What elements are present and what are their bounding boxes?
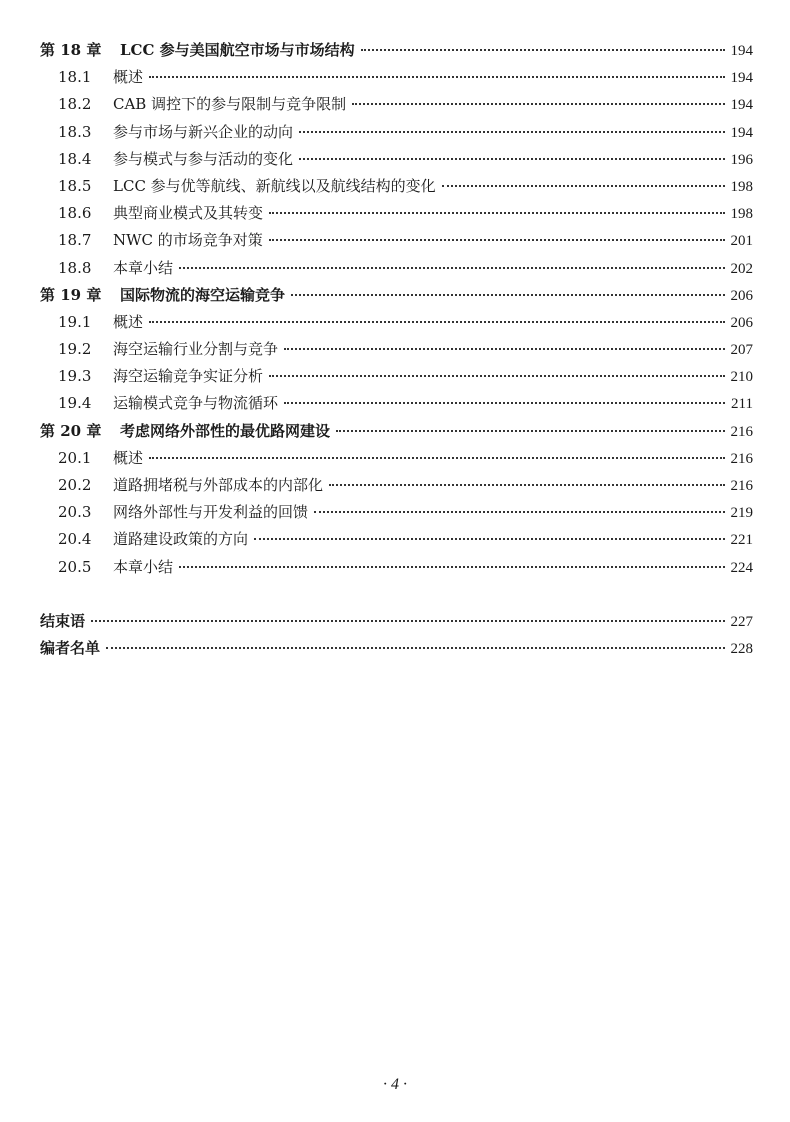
section-number: 20.1 (58, 448, 92, 467)
section-number: 18.7 (58, 231, 92, 250)
toc-section-18-1[interactable] (40, 64, 753, 91)
section-number: 18.1 (58, 68, 92, 87)
page-number: 206 (730, 287, 753, 304)
page-number: 216 (730, 423, 753, 440)
section-title: 概述 (113, 312, 144, 331)
toc-conclusion[interactable] (40, 608, 753, 635)
toc-section-20-1[interactable] (40, 445, 753, 472)
section-title: 参与模式与参与活动的变化 (113, 149, 294, 168)
dot-leader (336, 430, 724, 432)
section-number: 20.2 (58, 476, 92, 494)
page-number: 216 (730, 478, 753, 494)
section-number: 20.3 (58, 503, 92, 522)
dot-leader (269, 375, 724, 377)
section-gap (40, 581, 753, 608)
dot-leader (352, 103, 724, 105)
section-title: NWC 的市场竞争对策 (113, 231, 263, 250)
toc-section-20-2[interactable] (40, 472, 753, 499)
toc-section-18-4[interactable] (40, 146, 753, 173)
section-number: 18.4 (58, 149, 92, 168)
page-number: 194 (730, 70, 753, 87)
toc-section-18-2[interactable] (40, 91, 753, 118)
toc-section-19-2[interactable] (40, 336, 753, 363)
page-number: 194 (730, 97, 753, 114)
section-title: 道路拥堵税与外部成本的内部化 (113, 476, 324, 494)
dot-leader (284, 402, 725, 404)
page-number: 219 (730, 505, 753, 522)
toc-section-18-3[interactable] (40, 119, 753, 146)
dot-leader (179, 566, 724, 568)
dot-leader (106, 647, 724, 649)
dot-leader (299, 158, 724, 160)
toc-section-20-3[interactable] (40, 499, 753, 526)
dot-leader (291, 294, 724, 296)
dot-leader (361, 49, 725, 51)
page-number: 194 (730, 124, 753, 141)
end-matter-title: 结束语 (40, 611, 86, 630)
toc-chapter-19[interactable] (40, 282, 753, 309)
section-title: 网络外部性与开发利益的回馈 (113, 503, 309, 522)
section-number: 18.8 (58, 258, 92, 277)
chapter-title: 国际物流的海空运输竞争 (120, 285, 286, 304)
toc-section-18-6[interactable] (40, 200, 753, 227)
section-title: 典型商业模式及其转变 (113, 204, 264, 223)
page-number: 221 (730, 532, 753, 549)
section-title: 本章小结 (113, 557, 174, 576)
chapter-number: 第 18 章 (40, 41, 102, 59)
toc-section-19-1[interactable] (40, 309, 753, 336)
dot-leader (269, 239, 725, 241)
section-number: 20.5 (58, 557, 92, 576)
dot-leader (442, 185, 725, 187)
dot-leader (329, 484, 724, 486)
section-title: LCC 参与优等航线、新航线以及航线结构的变化 (113, 176, 436, 195)
dot-leader (284, 348, 724, 350)
chapter-number: 第 19 章 (40, 285, 102, 304)
page-number: 207 (730, 342, 753, 359)
toc-section-18-7[interactable] (40, 227, 753, 254)
section-title: CAB 调控下的参与限制与竞争限制 (113, 95, 347, 114)
page-number: 202 (730, 260, 753, 277)
toc-section-20-5[interactable] (40, 554, 753, 581)
page-number: 210 (730, 369, 753, 386)
toc-editor-list[interactable] (40, 635, 753, 662)
section-title: 概述 (113, 68, 144, 87)
section-title: 概述 (113, 448, 144, 467)
page-number: 224 (730, 559, 753, 576)
dot-leader (149, 76, 724, 78)
section-number: 19.2 (58, 340, 92, 359)
section-number: 19.4 (58, 394, 92, 413)
page-number: 228 (730, 640, 753, 657)
toc-section-19-3[interactable] (40, 363, 753, 390)
toc-section-18-5[interactable] (40, 173, 753, 200)
page-number: 194 (730, 43, 753, 59)
dot-leader (91, 620, 724, 622)
section-number: 18.6 (58, 204, 92, 223)
section-title: 本章小结 (113, 258, 174, 277)
dot-leader (179, 267, 724, 269)
toc-chapter-18[interactable] (40, 37, 753, 64)
dot-leader (314, 511, 724, 513)
page-number: 198 (730, 206, 753, 223)
page-number: 201 (730, 233, 753, 250)
page-number: 198 (730, 178, 753, 195)
table-of-contents (40, 37, 753, 662)
section-number: 18.3 (58, 122, 92, 141)
section-title: 参与市场与新兴企业的动向 (113, 122, 294, 141)
section-number: 19.1 (58, 312, 92, 331)
dot-leader (299, 131, 724, 133)
section-number: 19.3 (58, 367, 92, 386)
chapter-title: LCC 参与美国航空市场与市场结构 (120, 41, 355, 59)
dot-leader (254, 538, 724, 540)
section-title: 运输模式竞争与物流循环 (113, 394, 279, 413)
page-number: 196 (730, 151, 753, 168)
toc-section-19-4[interactable] (40, 390, 753, 417)
dot-leader (269, 212, 724, 214)
chapter-title: 考虑网络外部性的最优路网建设 (120, 421, 331, 440)
page-number: 206 (730, 314, 753, 331)
page-number: 227 (730, 613, 753, 630)
toc-section-18-8[interactable] (40, 255, 753, 282)
page-number: 216 (730, 450, 753, 467)
dot-leader (149, 457, 724, 459)
section-number: 18.5 (58, 176, 92, 195)
section-number: 18.2 (58, 95, 92, 114)
section-title: 道路建设政策的方向 (113, 530, 249, 549)
footer-page-number: · 4 · (383, 1076, 407, 1093)
page-number: 211 (731, 396, 753, 413)
section-title: 海空运输行业分割与竞争 (113, 340, 279, 359)
end-matter-title: 编者名单 (40, 638, 101, 657)
toc-section-20-4[interactable] (40, 526, 753, 553)
dot-leader (149, 321, 724, 323)
section-title: 海空运输竞争实证分析 (113, 367, 264, 386)
chapter-number: 第 20 章 (40, 421, 102, 440)
toc-chapter-20[interactable] (40, 418, 753, 445)
section-number: 20.4 (58, 530, 92, 549)
